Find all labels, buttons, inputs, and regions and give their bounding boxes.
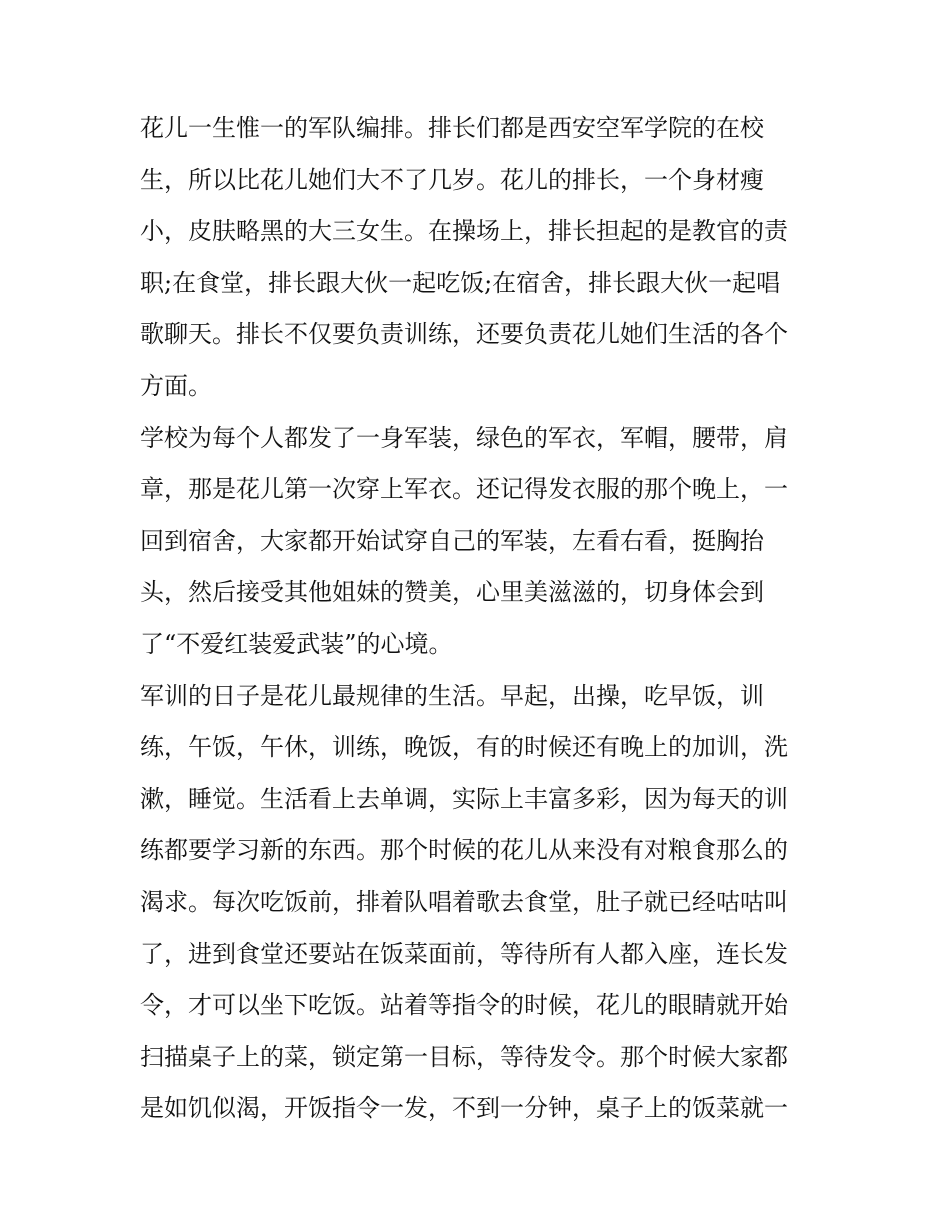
text-line: 小，皮肤略黑的大三女生。在操场上，排长担起的是教官的责 bbox=[140, 217, 788, 246]
text-line: 歌聊天。排长不仅要负责训练，还要负责花儿她们生活的各个 bbox=[140, 320, 788, 349]
text-line: 练，午饭，午休，训练，晚饭，有的时候还有晚上的加训，洗 bbox=[140, 733, 788, 762]
text-line: 头，然后接受其他姐妹的赞美，心里美滋滋的，切身体会到 bbox=[140, 578, 764, 607]
body-text bbox=[140, 103, 830, 1135]
text-line: 令，才可以坐下吃饭。站着等指令的时候，花儿的眼睛就开始 bbox=[140, 991, 788, 1020]
text-line: 职;在食堂，排长跟大伙一起吃饭;在宿舍，排长跟大伙一起唱 bbox=[140, 268, 781, 297]
text-line: 扫描桌子上的菜，锁定第一目标，等待发令。那个时候大家都 bbox=[140, 1042, 788, 1071]
text-line: 渴求。每次吃饭前，排着队唱着歌去食堂，肚子就已经咕咕叫 bbox=[140, 887, 788, 916]
text-line: 回到宿舍，大家都开始试穿自己的军装，左看右看，挺胸抬 bbox=[140, 526, 764, 555]
text-line: 了，进到食堂还要站在饭菜面前，等待所有人都入座，连长发 bbox=[140, 939, 788, 968]
text-line: 章，那是花儿第一次穿上军衣。还记得发衣服的那个晚上，一 bbox=[140, 475, 788, 504]
text-line: 练都要学习新的东西。那个时候的花儿从来没有对粮食那么的 bbox=[140, 836, 788, 865]
text-line: 学校为每个人都发了一身军装，绿色的军衣，军帽，腰带，肩 bbox=[140, 423, 788, 452]
text-line: 方面。 bbox=[140, 371, 212, 400]
text-line: 漱，睡觉。生活看上去单调，实际上丰富多彩，因为每天的训 bbox=[140, 784, 788, 813]
text-line: 花儿一生惟一的军队编排。排长们都是西安空军学院的在校 bbox=[140, 114, 764, 142]
text-line: 是如饥似渴，开饭指令一发，不到一分钟，桌子上的饭菜就一 bbox=[140, 1094, 788, 1123]
text-line: 军训的日子是花儿最规律的生活。早起，出操，吃早饭，训 bbox=[140, 681, 764, 710]
text-line: 了“不爱红装爱武装”的心境。 bbox=[140, 629, 453, 658]
text-line: 生，所以比花儿她们大不了几岁。花儿的排长，一个身材瘦 bbox=[140, 165, 764, 194]
